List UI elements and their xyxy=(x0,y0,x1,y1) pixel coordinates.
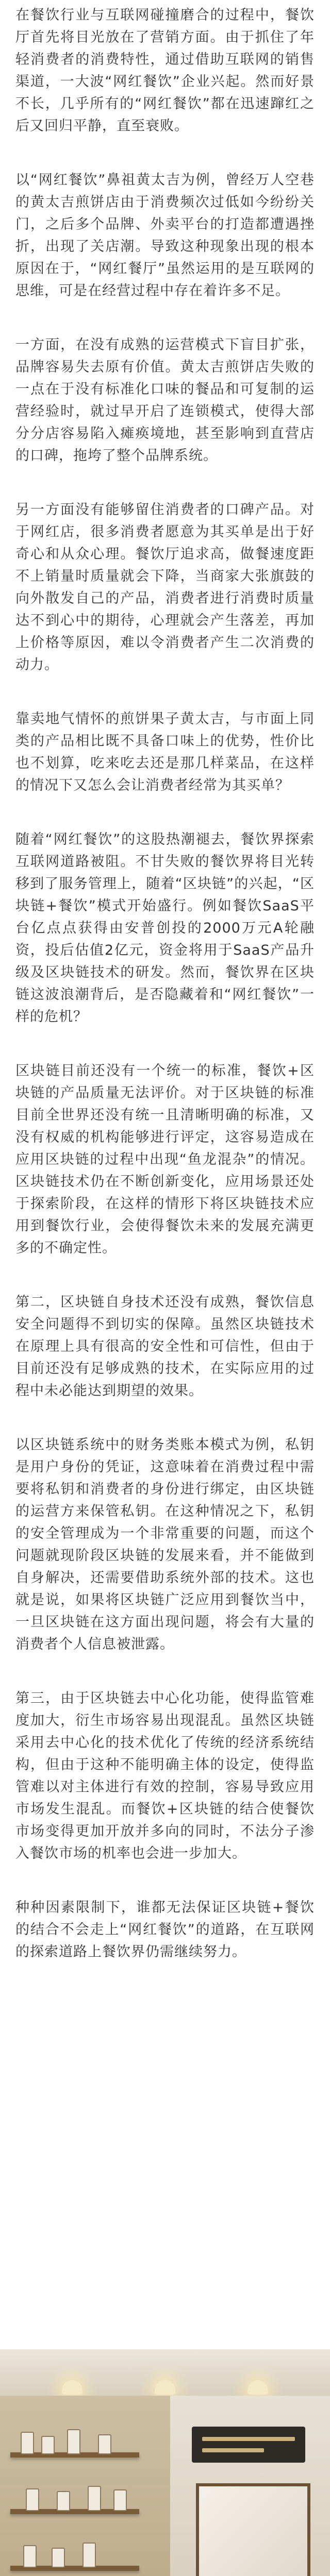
paragraph-standard: 区块链目前还没有一个统一的标准，餐饮+区块链的产品质量无法评价。对于区块链的标准目前全世界还没有统一且清晰明确的标准，又没有权威的机构能够进行评定，这容易造成在应用区块链的过程中出现“鱼龙混杂”的情况。区块链技术仍在不断创新变化，应用场景还处于探索阶段，在这样的情形下将区块链技术应用到餐饮行业，会使得餐饮未来的发展充满更多的不确定性。 xyxy=(15,1063,315,1256)
shelf-item xyxy=(21,2432,34,2454)
paragraph-intro: 在餐饮行业与互联网碰撞磨合的过程中，餐饮厅首先将目光放在了营销方面。由于抓住了年轻消费者的消费特性，通过借助互联网的销售渠道，一大波“网红餐饮”企业兴起。然而好景不长，几乎所有的“网红餐饮”都在迅速蹿红之后又回归平静，直至衰败。 xyxy=(15,7,315,134)
paragraph-blockchain-rise: 随着“网红餐饮”的这股热潮褪去，餐饮界探索互联网道路被阻。不甘失败的餐饮界将目光转移到了服务管理上，随着“区块链”的兴起，“区块链+餐饮”模式开始盛行。例如餐饮SaaS平台亿点点获得由安普创投的2000万元A轮融资，投后估值2亿元，资金将用于SaaS产品升级及区块链技术的研发。然而，餐饮界在区块链这波浪潮背后，是否隐藏着和“网红餐饮”一样的危机？ xyxy=(15,832,315,1025)
photo-sign-line xyxy=(202,2437,295,2441)
paragraph-private-key: 以区块链系统中的财务类账本模式为例，私钥是用户身份的凭证，这意味着在消费过程中需要将私钥和消费者的身份进行绑定，由区块链的运营方来保管私钥。在这种情况之下，私钥的安全管理成为一个非常重要的问题，而这个问题就现阶段区块链的发展来看，并不能做到自身解决，还需要借助系统外部的技术。这也就是说，如果将区块链广泛应用到餐饮当中，一旦区块链在这方面出现问题，将会有大量的消费者个人信息被泄露。 xyxy=(15,1437,315,1652)
paragraph-huangtaiji: 以“网红餐饮”鼻祖黄太吉为例，曾经万人空巷的黄太吉煎饼店由于消费频次过低如今纷纷关门，之后多个品牌、外卖平台的打造都遭遇挫折，出现了关店潮。导致这种现象出现的根本原因在于，“网红餐厅”虽然运用的是互联网的思维，可是在经营过程中存在着许多不足。 xyxy=(15,172,315,299)
paragraph-regulation: 第三，由于区块链去中心化功能，使得监管难度加大，衍生市场容易出现混乱。虽然区块链采用去中心化的技术优化了传统的经济系统结构，但由于这种不能明确主体的设定，使得监管难以对主体进行有效的控制，容易导致应用市场发生混乱。而餐饮+区块链的结合使餐饮市场变得更加开放并多向的同时，不法分子渗入餐饮市场的机率也会进一步加大。 xyxy=(15,1690,315,1861)
shelf-item xyxy=(41,2436,55,2454)
paragraph-gap xyxy=(15,796,315,828)
shelf-item xyxy=(23,2545,37,2568)
paragraph-reputation: 另一方面没有能够留住消费者的口碑产品。对于网红店，很多消费者愿意为其买单是出于好奇心和从众心理。餐饮厅追求高，做餐速度距不上销量时质量就会下降，当商家大张旗鼓的向外散发自己的产品，消费者进行消费时质量达不到心中的期待，心理就会产生落差，再加上价格等原因，难以令消费者产生二次消费的动力。 xyxy=(15,502,315,673)
paragraph-gap xyxy=(15,1865,315,1896)
paragraph-gap xyxy=(15,137,315,169)
shelf-item xyxy=(67,2429,80,2454)
shelf-item xyxy=(98,2434,111,2454)
paragraph-security: 第二，区块链自身技术还没有成熟，餐饮信息安全问题得不到切实的保障。虽然区块链技术在原理上具有很高的安全性和可信性，但由于目前还没有足够成熟的技术，在实际应用的过程中未必能达到期望的效果。 xyxy=(15,1294,315,1399)
paragraph-question: 靠卖地气情怀的煎饼果子黄太吉，与市面上同类的产品相比既不具备口味上的优势，性价比也不划算，吃来吃去还是那几样菜品，在这样的情况下又怎么会让消费者经常为其买单？ xyxy=(15,711,315,793)
paragraph-gap xyxy=(15,676,315,708)
paragraph-gap xyxy=(15,467,315,499)
shelf-item xyxy=(113,2489,127,2511)
shelf-item xyxy=(52,2548,65,2568)
shelf-item xyxy=(82,2543,96,2568)
paragraph-gap xyxy=(15,302,315,334)
paragraph-expansion: 一方面，在没有成熟的运营模式下盲目扩张，品牌容易失去原有价值。黄太吉煎饼店失败的一点在于没有标准化口味的餐品和可复制的运营经验时，就过早开启了连锁模式，使得大部分分店容易陷入瘫痪境地，甚至影响到直营店的口碑，拖垮了整个品牌系统。 xyxy=(15,337,315,464)
shelf-item xyxy=(26,2488,39,2511)
photo-window xyxy=(196,2483,310,2576)
paragraph-conclusion: 种种因素限制下，谁都无法保证区块链+餐饮的结合不会走上“网红餐饮”的道路，在互联网的探索道路上餐饮界仍需继续努力。 xyxy=(15,1900,315,1960)
photo-sign-line xyxy=(202,2448,264,2452)
shelf-item xyxy=(57,2491,70,2511)
paragraph-gap xyxy=(15,1655,315,1687)
paragraph-gap xyxy=(15,1028,315,1060)
paragraph-gap xyxy=(15,1259,315,1291)
top-spacer xyxy=(15,0,315,4)
shelf-item xyxy=(88,2486,101,2511)
photo-store-sign xyxy=(192,2427,305,2463)
paragraph-gap xyxy=(15,1402,315,1434)
cafe-interior-photo xyxy=(0,2349,330,2576)
